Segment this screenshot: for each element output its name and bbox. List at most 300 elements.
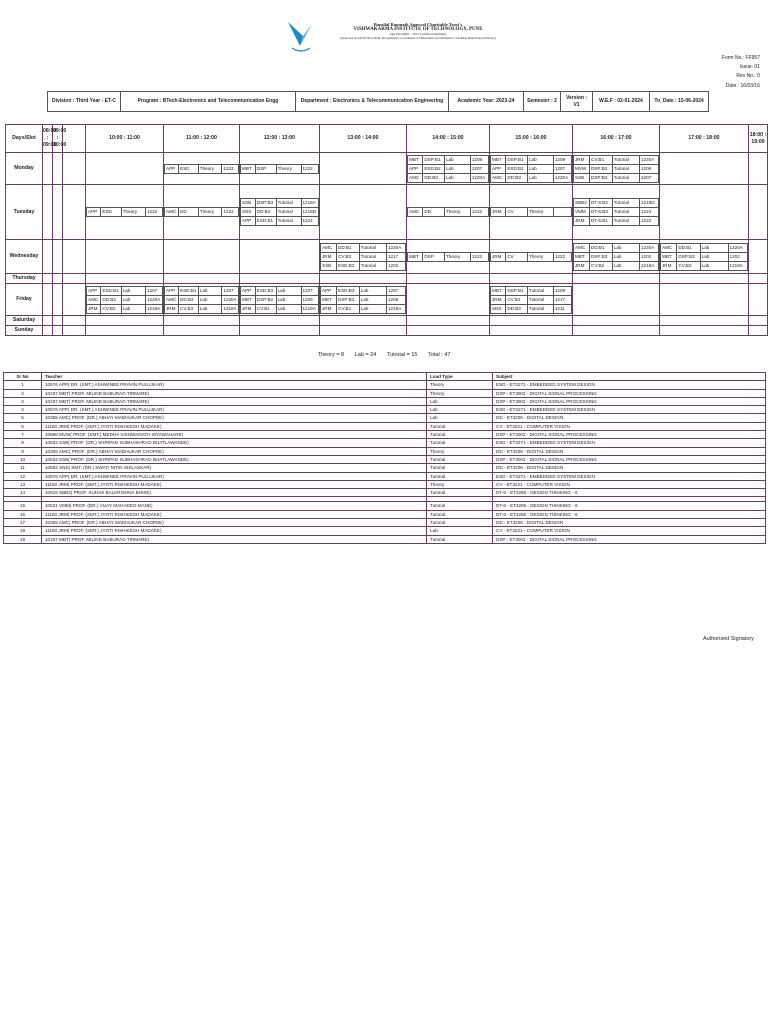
slot-entries xyxy=(573,243,659,271)
entry-type: Lab xyxy=(527,164,553,173)
load-totals xyxy=(0,352,768,358)
slot-entry xyxy=(321,286,406,295)
entry-type: Lab xyxy=(121,286,145,295)
entry-type: Lab xyxy=(276,304,301,313)
entry-type: Tutorial xyxy=(612,208,639,217)
teacher-row xyxy=(4,527,766,535)
slot-entry xyxy=(165,208,239,217)
entry-subject: DSP xyxy=(255,164,276,173)
entry-subject: CV:B3 xyxy=(179,304,199,313)
entry-teacher: AMC xyxy=(661,243,677,252)
entry-type: Lab xyxy=(612,252,639,261)
teacher-load: Theory xyxy=(427,447,493,455)
fri-1200-cell xyxy=(240,284,320,316)
entry-teacher: JRM xyxy=(491,208,506,217)
slot-entry xyxy=(661,252,748,261)
entry-teacher: SNS xyxy=(491,304,506,313)
entry-type: Lab xyxy=(276,295,301,304)
entry-subject: DSP:B3 xyxy=(590,252,613,261)
entry-subject: ESD xyxy=(179,164,199,173)
day-wednesday: Wednesday xyxy=(6,240,43,274)
entry-subject: DSP:B3 xyxy=(677,252,700,261)
day-saturday: Saturday xyxy=(6,316,43,326)
teacher-sr: 2 xyxy=(4,389,42,397)
entry-type: Tutorial xyxy=(276,199,301,208)
day-thursday: Thursday xyxy=(6,274,43,284)
total-all: Total : 47 xyxy=(428,352,451,358)
slot-entry xyxy=(574,217,659,226)
slot-entry xyxy=(241,164,319,173)
iso-cert: (An ISO 9001 : 2015 Certified Institute) xyxy=(389,32,447,36)
tue-1600-cell xyxy=(573,185,660,240)
slot-1000: 10:00 : 11:00 xyxy=(86,125,164,153)
entry-room: 1220A xyxy=(639,243,658,252)
entry-type: Tutorial xyxy=(527,304,553,313)
entry-type: Lab xyxy=(121,304,145,313)
slot-entries xyxy=(320,286,406,314)
slot-entry xyxy=(491,155,572,164)
teacher-load: Lab xyxy=(427,406,493,414)
entry-subject: DD:B3 xyxy=(506,173,528,182)
entry-room: 1207 xyxy=(470,164,488,173)
entry-subject: CV:B3 xyxy=(101,304,121,313)
entry-room: 1202 xyxy=(639,252,658,261)
teacher-name: 11150 JRM( PROF. (SMT.) JYOTI RISHIKESH MADAKE) xyxy=(42,510,427,518)
entry-room: 1202 xyxy=(728,252,747,261)
entry-room: 1220A xyxy=(145,295,162,304)
slot-entry xyxy=(408,173,489,182)
entry-subject: DD:B1 xyxy=(590,243,613,252)
slot-entries xyxy=(490,286,572,314)
entry-type: Lab xyxy=(359,295,386,304)
slot-entry xyxy=(574,252,659,261)
slot-entry xyxy=(241,199,319,208)
teacher-sr: 8 xyxy=(4,439,42,447)
teacher-row xyxy=(4,447,766,455)
teacher-row xyxy=(4,406,766,414)
teacher-load: Tutorial xyxy=(427,510,493,518)
slot-entry xyxy=(661,261,748,270)
slot-entry xyxy=(661,243,748,252)
slot-entry xyxy=(491,173,572,182)
entry-teacher: APP xyxy=(321,286,337,295)
teacher-name: 10197 MBT( PROF. MILIND BABURAO TIRMARE) xyxy=(42,397,427,405)
trust-name: Bansilal Ramnath Agarwal Charitable Trust's xyxy=(373,22,463,27)
col-subject: Subject xyxy=(493,373,766,381)
entry-subject: ESD xyxy=(101,208,121,217)
slot-1200: 12:00 : 13:00 xyxy=(240,125,320,153)
slot-entries xyxy=(573,198,659,226)
entry-type: Lab xyxy=(198,286,222,295)
entry-room: 1220A xyxy=(470,173,488,182)
entry-teacher: SBB2 xyxy=(574,199,590,208)
entry-subject: ESD:B1 xyxy=(179,286,199,295)
entry-type: Lab xyxy=(359,304,386,313)
teacher-name: 10696 MVW( PROF. (SMT.) MEDHA VISHWANATH WYAWAHARE) xyxy=(42,431,427,439)
department: Department : Electronics & Telecommunication Engineering xyxy=(296,92,449,112)
entry-room: 1217 xyxy=(553,295,571,304)
slot-entry xyxy=(241,217,319,226)
entry-type: Tutorial xyxy=(527,295,553,304)
slot-entry xyxy=(241,286,319,295)
entry-subject: CV:B2 xyxy=(506,295,528,304)
entry-room: 1218A xyxy=(728,261,747,270)
teacher-name: 10197 MBT( PROF. MILIND BABURAO TIRMARE) xyxy=(42,389,427,397)
teacher-row xyxy=(4,455,766,463)
slot-1700: 17:00 : 18:00 xyxy=(660,125,749,153)
institute-name: VISHWAKARMA INSTITUTE OF TECHNOLOGY, PUNE xyxy=(353,27,483,32)
slot-entries xyxy=(407,155,489,183)
entry-type: Tutorial xyxy=(359,243,386,252)
slot-entry xyxy=(321,261,406,270)
wef: W.E.F : 02-01-2024 xyxy=(593,92,650,112)
info-bar xyxy=(47,91,709,112)
form-no: Form No.: FF957 xyxy=(721,55,760,61)
fri-1300-cell xyxy=(320,284,407,316)
to-date: To_Date : 15-06-2024 xyxy=(650,92,709,112)
entry-teacher: JRM xyxy=(574,155,590,164)
entry-subject: DSP:B2 xyxy=(255,295,276,304)
entry-teacher: AMC xyxy=(574,243,590,252)
teacher-sr: 11 xyxy=(4,464,42,472)
entry-subject: ESD:B3 xyxy=(337,286,360,295)
teacher-load: Theory xyxy=(427,381,493,389)
entry-type: Tutorial xyxy=(612,199,639,208)
entry-type: Lab xyxy=(198,295,222,304)
teacher-load: Tutorial xyxy=(427,472,493,480)
entry-teacher: MBT xyxy=(241,295,256,304)
entry-type: Lab xyxy=(612,243,639,252)
teacher-subject: ESD - ET3271 - EMBEDDED SYSTEM DESIGN xyxy=(493,472,766,480)
teacher-sr: 7 xyxy=(4,431,42,439)
slot-0900: 09:00 : 10:00 xyxy=(53,125,63,153)
entry-teacher: AMC xyxy=(408,173,423,182)
entry-type: Tutorial xyxy=(612,164,639,173)
slot-1400: 14:00 : 15:00 xyxy=(407,125,490,153)
slot-entry xyxy=(87,295,163,304)
slot-1300: 13:00 : 14:00 xyxy=(320,125,407,153)
entry-type: Theory xyxy=(527,252,553,261)
entry-room: 1220A xyxy=(222,295,239,304)
entry-subject: CV:B1 xyxy=(255,304,276,313)
entry-teacher: JRM xyxy=(241,304,256,313)
slot-1100: 11:00 : 12:00 xyxy=(164,125,240,153)
entry-subject: DSP xyxy=(423,252,445,261)
teacher-subject: ESD - ET3271 - EMBEDDED SYSTEM DESIGN xyxy=(493,406,766,414)
slot-entries xyxy=(164,207,239,217)
teacher-row xyxy=(4,414,766,422)
entry-teacher: AMC xyxy=(165,208,179,217)
entry-teacher: APP xyxy=(87,208,101,217)
teacher-name: 10915 SBB2( PROF. SUHAS BALKRISHNA BHISE) xyxy=(42,489,427,497)
entry-subject: DD:B3 xyxy=(506,304,528,313)
fri-1000-cell xyxy=(86,284,164,316)
entry-teacher: MVW xyxy=(574,164,590,173)
entry-teacher: MBT xyxy=(491,155,506,164)
teacher-load: Lab xyxy=(427,527,493,535)
slot-entry xyxy=(491,304,572,313)
slot-1800: 18:00 : 19:00 xyxy=(749,125,768,153)
teacher-name: 11150 JRM( PROF. (SMT.) JYOTI RISHIKESH MADAKE) xyxy=(42,480,427,488)
teacher-row xyxy=(4,397,766,405)
entry-subject: CV:B3 xyxy=(337,252,360,261)
entry-room: 1224 xyxy=(301,217,319,226)
slot-1500: 15:00 : 16:00 xyxy=(490,125,573,153)
teacher-sr: 6 xyxy=(4,422,42,430)
teacher-subject: ESD - ET3271 - EMBEDDED SYSTEM DESIGN xyxy=(493,381,766,389)
entry-teacher: AMC xyxy=(321,243,337,252)
entry-subject: ESD:B2 xyxy=(423,164,445,173)
slot-entry xyxy=(408,164,489,173)
authorised-signatory: Authorised Signatory xyxy=(702,636,754,642)
slot-entry xyxy=(87,286,163,295)
entry-room: 1218D xyxy=(639,199,658,208)
entry-subject: DT-6:B3 xyxy=(590,208,613,217)
teacher-name: 10576 APP( DR. (SMT.) ASHWINEE PRAVIN PULUJKAR) xyxy=(42,472,427,480)
teacher-load: Lab xyxy=(427,397,493,405)
teacher-subject: DD - ET3206 - DIGITAL DESIGN xyxy=(493,519,766,527)
entry-type: Lab xyxy=(527,155,553,164)
entry-room: 1207 xyxy=(222,286,239,295)
slot-entry xyxy=(165,286,239,295)
teacher-load: Tutorial xyxy=(427,502,493,510)
entry-room: 1209 xyxy=(553,155,571,164)
teacher-load: Tutorial xyxy=(427,489,493,497)
entry-type: Tutorial xyxy=(612,217,639,226)
slot-entries xyxy=(86,207,163,217)
slot-entries xyxy=(660,243,748,271)
entry-teacher: MBT xyxy=(661,252,677,261)
entry-subject: ESD:B2 xyxy=(506,164,528,173)
entry-subject: DD xyxy=(179,208,199,217)
teacher-load: Tutorial xyxy=(427,439,493,447)
teacher-subject: DSP - ET3002 - DIGITAL SIGNAL PROCESSING xyxy=(493,455,766,463)
mon-1200-cell xyxy=(240,153,320,185)
version: Version : V1 xyxy=(561,92,593,112)
teacher-load: Lab xyxy=(427,414,493,422)
entry-room: 1222 xyxy=(553,252,571,261)
entry-subject: CV xyxy=(506,208,528,217)
entry-room: 1207 xyxy=(639,173,658,182)
slot-entry xyxy=(241,304,319,313)
teacher-row xyxy=(4,519,766,527)
entry-subject: DSP:B1 xyxy=(506,286,528,295)
teacher-subject: ESD - ET3271 - EMBEDDED SYSTEM DESIGN xyxy=(493,439,766,447)
entry-room: 1218A xyxy=(145,304,162,313)
form-meta xyxy=(722,54,760,91)
entry-type: Lab xyxy=(527,173,553,182)
entry-room: 1217 xyxy=(386,252,405,261)
wed-1300-cell xyxy=(320,240,407,274)
slot-entries xyxy=(490,155,572,183)
entry-subject: DD:B1 xyxy=(337,243,360,252)
slot-entry xyxy=(574,261,659,270)
entry-room: 1209 xyxy=(639,164,658,173)
entry-subject: DD:B3 xyxy=(423,173,445,182)
academic-year: Academic Year: 2023-24 xyxy=(449,92,524,112)
entry-teacher: APP xyxy=(165,164,179,173)
entry-room: 1209 xyxy=(386,295,405,304)
entry-room: 1207 xyxy=(386,286,405,295)
entry-room: 1222 xyxy=(222,164,239,173)
institute-header xyxy=(286,18,526,58)
tue-1000-cell xyxy=(86,185,164,240)
rev-no: Rev No.: 0 xyxy=(736,73,760,80)
entry-room: 1207 xyxy=(553,164,571,173)
entry-teacher: APP xyxy=(491,164,506,173)
tue-1200-cell xyxy=(240,185,320,240)
entry-type: Tutorial xyxy=(276,217,301,226)
entry-room: 1222 xyxy=(301,164,319,173)
entry-room: 1220A xyxy=(728,243,747,252)
entry-type: Lab xyxy=(359,286,386,295)
entry-teacher: AMC xyxy=(87,295,101,304)
entry-subject: DSP:B3 xyxy=(255,199,276,208)
teacher-name: 11150 JRM( PROF. (SMT.) JYOTI RISHIKESH MADAKE) xyxy=(42,422,427,430)
slot-entry xyxy=(321,304,406,313)
teacher-name: 10631 VMM( PROF. (DR.) VIJAY MAHADEO MANE) xyxy=(42,502,427,510)
form-date: Date : 16/03/16 xyxy=(725,82,760,89)
slot-entries xyxy=(240,198,319,226)
entry-subject: ESD:B1 xyxy=(101,286,121,295)
teacher-sr: 1 xyxy=(4,381,42,389)
entry-teacher: SSB xyxy=(321,261,337,270)
teacher-sr: 12 xyxy=(4,472,42,480)
entry-teacher: AMC xyxy=(408,208,423,217)
slot-entries xyxy=(164,164,239,174)
teacher-row xyxy=(4,389,766,397)
entry-subject: DSP:B2 xyxy=(337,295,360,304)
entry-subject: ESD:B1 xyxy=(255,217,276,226)
slot-entry xyxy=(408,252,489,261)
teacher-load: Theory xyxy=(427,389,493,397)
entry-room: 1218A xyxy=(386,304,405,313)
teacher-name: 10355 AMC( PROF. (DR.) ABHAY MADHUKAR CHOPDE) xyxy=(42,519,427,527)
teacher-subject: DT-6 - ET3286 - DESIGN THINKING - 6 xyxy=(493,502,766,510)
col-sr: Sr No xyxy=(4,373,42,381)
slot-entries xyxy=(164,286,239,314)
entry-type: Theory xyxy=(527,208,553,217)
slot-entry xyxy=(574,243,659,252)
tue-1400-cell xyxy=(407,185,490,240)
teacher-row xyxy=(4,422,766,430)
teacher-name: 10197 MBT( PROF. MILIND BABURAO TIRMARE) xyxy=(42,535,427,543)
mon-1100-cell xyxy=(164,153,240,185)
teacher-load: Tutorial xyxy=(427,431,493,439)
teacher-subject: DSP - ET3002 - DIGITAL SIGNAL PROCESSING xyxy=(493,389,766,397)
entry-teacher: JRM xyxy=(87,304,101,313)
entry-teacher: AMC xyxy=(491,173,506,182)
entry-subject: CV:B2 xyxy=(677,261,700,270)
teacher-row xyxy=(4,502,766,510)
entry-type: Theory xyxy=(121,208,145,217)
day-sunday: Sunday xyxy=(6,326,43,336)
entry-type: Lab xyxy=(700,261,728,270)
slot-entry xyxy=(574,164,659,173)
teacher-name: 10355 AMC( PROF. (DR.) ABHAY MADHUKAR CHOPDE) xyxy=(42,447,427,455)
entry-teacher: MBT xyxy=(321,295,337,304)
teacher-name: 10576 APP( DR. (SMT.) ASHWINEE PRAVIN PULUJKAR) xyxy=(42,406,427,414)
day-tuesday: Tuesday xyxy=(6,185,43,240)
entry-teacher: JRM xyxy=(661,261,677,270)
teacher-row xyxy=(4,464,766,472)
mon-1400-cell xyxy=(407,153,490,185)
entry-subject: DT-6:B2 xyxy=(590,199,613,208)
total-tutorial: Tutorial = 15 xyxy=(386,352,418,358)
teacher-subject: DSP - ET3002 - DIGITAL SIGNAL PROCESSING xyxy=(493,431,766,439)
teacher-row xyxy=(4,480,766,488)
teacher-row xyxy=(4,489,766,497)
slot-entries xyxy=(407,207,489,217)
wed-1700-cell xyxy=(660,240,749,274)
slot-entries xyxy=(240,286,319,314)
slot-entry xyxy=(321,252,406,261)
teacher-sr: 4 xyxy=(4,406,42,414)
slot-entry xyxy=(574,173,659,182)
teacher-name: 10582 SNS( SMT. (DR.) SWATI NITIN SHILASKAR) xyxy=(42,464,427,472)
teacher-row xyxy=(4,510,766,518)
teacher-name: 10633 SSB( PROF. (DR.) SHRIPAD SUBHASHRAO BHATLAWANDE) xyxy=(42,439,427,447)
teacher-sr: 19 xyxy=(4,535,42,543)
teacher-sr: 3 xyxy=(4,397,42,405)
slot-entry xyxy=(241,208,319,217)
slot-entries xyxy=(490,207,572,217)
slot-entries xyxy=(86,286,163,314)
entry-subject: ESD:B2 xyxy=(337,261,360,270)
entry-room: 1220A xyxy=(553,173,571,182)
entry-room: 1211 xyxy=(553,304,571,313)
entry-type: Tutorial xyxy=(612,155,639,164)
total-lab: Lab = 24 xyxy=(354,352,377,358)
entry-room: 1209 xyxy=(553,286,571,295)
entry-room: 1222 xyxy=(145,208,162,217)
entry-teacher: SNS xyxy=(241,208,256,217)
entry-subject: DSP:B1 xyxy=(423,155,445,164)
days-slot-header: Days/Slot xyxy=(6,125,43,153)
mon-1500-cell xyxy=(490,153,573,185)
fri-1500-cell xyxy=(490,284,573,316)
teacher-load: Tutorial xyxy=(427,422,493,430)
entry-room: 1218A xyxy=(222,304,239,313)
teacher-subject: DT-6 - ET3286 - DESIGN THINKING - 6 xyxy=(493,489,766,497)
teacher-name: 10355 AMC( PROF. (DR.) ABHAY MADHUKAR CHOPDE) xyxy=(42,414,427,422)
teacher-table xyxy=(3,372,766,544)
teacher-subject: DT-6 - ET3286 - DESIGN THINKING - 6 xyxy=(493,510,766,518)
entry-teacher: MBT xyxy=(241,164,256,173)
entry-type: Lab xyxy=(444,164,470,173)
entry-subject: DD:B2 xyxy=(101,295,121,304)
entry-teacher: APP xyxy=(241,217,256,226)
teacher-row xyxy=(4,439,766,447)
total-theory: Theory = 8 xyxy=(317,352,345,358)
entry-room: 1222 xyxy=(222,208,239,217)
slot-entries xyxy=(240,164,319,174)
entry-teacher: JRM xyxy=(165,304,179,313)
teacher-load: Tutorial xyxy=(427,455,493,463)
entry-room: 1207 xyxy=(145,286,162,295)
entry-teacher: APP xyxy=(241,286,256,295)
entry-teacher: JRM xyxy=(321,252,337,261)
slot-entry xyxy=(574,199,659,208)
entry-teacher: MBT xyxy=(491,286,506,295)
teacher-row xyxy=(4,472,766,480)
col-teacher: Teacher xyxy=(42,373,427,381)
wed-1400-cell xyxy=(407,240,490,274)
fri-1100-cell xyxy=(164,284,240,316)
entry-type: Lab xyxy=(612,261,639,270)
entry-subject: CV:B2 xyxy=(590,261,613,270)
slot-entry xyxy=(321,295,406,304)
